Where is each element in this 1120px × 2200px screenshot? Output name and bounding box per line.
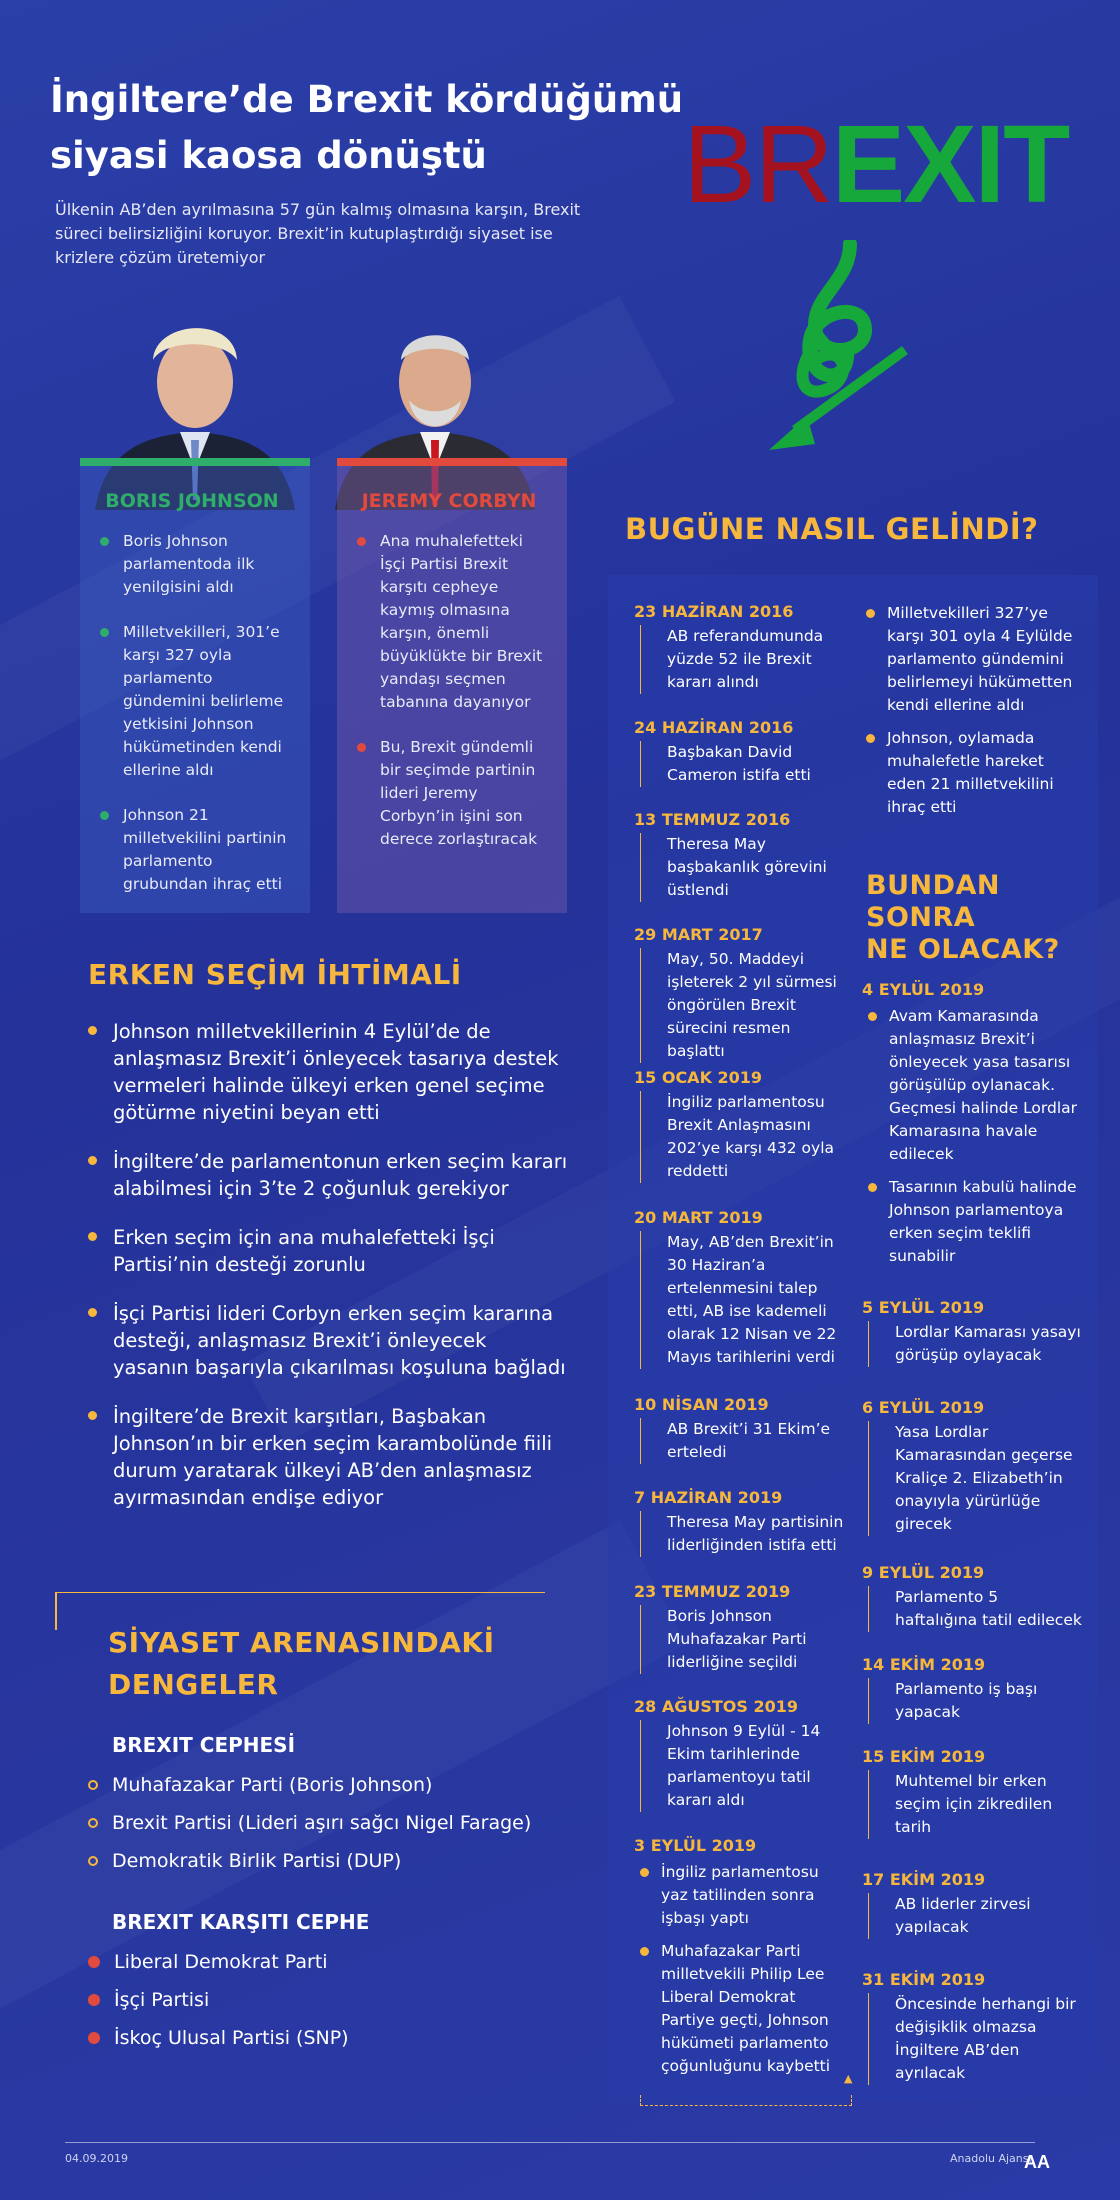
timeline-event: 17 EKİM 2019 AB liderler zirvesi yapılacak	[862, 1870, 1084, 1939]
list-item: Bu, Brexit gündemli bir seçimde partinin lideri Jeremy Corbyn’in işini son derece zorlaştıracak	[355, 736, 553, 851]
corbyn-card	[337, 458, 567, 913]
divider	[55, 1592, 57, 1630]
timeline-event: 23 TEMMUZ 2019 Boris Johnson Muhafazakar Parti liderliğine seçildi	[634, 1582, 849, 1674]
erken-list	[88, 1018, 568, 1533]
list-item: Johnson, oylamada muhalefetle hareket eden 21 milletvekilini ihraç etti	[866, 727, 1081, 819]
list-item: İşçi Partisi lideri Corbyn erken seçim kararına desteği, anlaşmasız Brexit’i önleyecek yasanın başarıyla çıkarılması koşuluna bağladı	[88, 1300, 568, 1381]
footer-agency: Anadolu Ajansı	[950, 2152, 1032, 2165]
footer-date: 04.09.2019	[65, 2152, 128, 2165]
list-item: Avam Kamarasında anlaşmasız Brexit’i önleyecek yasa tasarısı görüşülüp oylanacak. Geçmesi halinde Lordlar Kamarasına havale edilecek	[868, 1005, 1084, 1166]
johnson-card-body	[80, 466, 310, 913]
timeline-event: 10 NİSAN 2019 AB Brexit’i 31 Ekim’e erteledi	[634, 1395, 849, 1464]
timeline-event: 24 HAZİRAN 2016 Başbakan David Cameron istifa etti	[634, 718, 849, 787]
arrow-up-icon: ▲	[844, 2072, 853, 2085]
corbyn-card-body	[337, 466, 567, 913]
list-item: İngiltere’de parlamentonun erken seçim kararı alabilmesi için 3’te 2 çoğunluk gerekiyor	[88, 1148, 568, 1202]
timeline-event: 9 EYLÜL 2019 Parlamento 5 haftalığına tatil edilecek	[862, 1563, 1084, 1632]
timeline-event: 15 EKİM 2019 Muhtemel bir erken seçim için zikredilen tarih	[862, 1747, 1084, 1839]
list-item: Ana muhalefetteki İşçi Partisi Brexit karşıtı cepheye kaymış olmasına karşın, önemli büyüklükte bir Brexit yandaşı seçmen tabanına dayanıyor	[355, 530, 553, 714]
page-title: İngiltere’de Brexit kördüğümü siyasi kaosa dönüştü	[50, 78, 684, 177]
timeline-continuation	[866, 602, 1081, 819]
list-item: Milletvekilleri 327’ye karşı 301 oyla 4 Eylülde parlamento gündemini belirlemeyi hükümetten kendi ellerine aldı	[866, 602, 1081, 717]
list-item: Brexit Partisi (Lideri aşırı sağcı Nigel Farage)	[88, 1812, 531, 1834]
timeline-event: 3 EYLÜL 2019 İngiliz parlamentosu yaz tatilinden sonra işbaşı yaptı Muhafazakar Parti milletvekili Philip Lee Liberal Demokrat Partiye geçti, Johnson hükümeti parlamento çoğunluğunu kaybetti	[634, 1836, 849, 2078]
erken-heading: ERKEN SEÇİM İHTİMALİ	[88, 958, 462, 991]
timeline-connector	[640, 2095, 852, 2106]
intro-text: Ülkenin AB’den ayrılmasına 57 gün kalmış olmasına karşın, Brexit süreci belirsizliğini koruyor. Brexit’in kutuplaştırdığı siyaset ise krizlere çözüm üretemiyor	[55, 200, 581, 267]
timeline-event: 29 MART 2017 May, 50. Maddeyi işleterek 2 yıl sürmesi öngörülen Brexit sürecini resmen başlattı	[634, 925, 849, 1063]
list-item: Johnson 21 milletvekilini partinin parlamento grubundan ihraç etti	[98, 804, 296, 896]
list-item: İşçi Partisi	[88, 1989, 209, 2011]
list-item: Erken seçim için ana muhalefetteki İşçi Partisi’nin desteği zorunlu	[88, 1224, 568, 1278]
timeline-event: 23 HAZİRAN 2016 AB referandumunda yüzde 52 ile Brexit kararı alındı	[634, 602, 849, 694]
list-item: Demokratik Birlik Partisi (DUP)	[88, 1850, 401, 1872]
bg-stripe	[0, 1520, 686, 2019]
bundan-heading: BUNDAN SONRA NE OLACAK?	[866, 870, 1060, 965]
timeline-event: 7 HAZİRAN 2019 Theresa May partisinin liderliğinden istifa etti	[634, 1488, 849, 1557]
divider	[55, 1592, 545, 1593]
johnson-card-bar	[80, 458, 310, 466]
timeline-event: 4 EYLÜL 2019 Avam Kamarasında anlaşmasız Brexit’i önleyecek yasa tasarısı görüşülüp oylanacak. Geçmesi halinde Lordlar Kamarasına havale edilecek Tasarının kabulü halinde Johnson parlamentoya erken seçim teklifi sunabilir	[862, 980, 1084, 1268]
list-item: İskoç Ulusal Partisi (SNP)	[88, 2027, 349, 2049]
johnson-card	[80, 458, 310, 913]
timeline-event: 6 EYLÜL 2019 Yasa Lordlar Kamarasından geçerse Kraliçe 2. Elizabeth’in onayıyla yürürlüğe girecek	[862, 1398, 1084, 1536]
timeline-event: 28 AĞUSTOS 2019 Johnson 9 Eylül - 14 Ekim tarihlerinde parlamentoyu tatil kararı aldı	[634, 1697, 849, 1812]
johnson-name: BORIS JOHNSON	[105, 490, 279, 512]
list-item: Milletvekilleri, 301’e karşı 327 oyla parlamento gündemini belirleme yetkisini Johnson hükümetinden kendi ellerine aldı	[98, 621, 296, 782]
siyaset-heading: SİYASET ARENASINDAKİ DENGELER	[108, 1626, 495, 1701]
list-item: Boris Johnson parlamentoda ilk yenilgisini aldı	[98, 530, 296, 599]
list-item: İngiliz parlamentosu yaz tatilinden sonra işbaşı yaptı	[640, 1861, 849, 1930]
timeline-event: 31 EKİM 2019 Öncesinde herhangi bir değişiklik olmazsa İngiltere AB’den ayrılacak	[862, 1970, 1084, 2085]
corbyn-card-bar	[337, 458, 567, 466]
list-item: Johnson milletvekillerinin 4 Eylül’de de anlaşmasız Brexit’i önleyecek tasarıya destek vermeleri halinde ülkeyi erken genel seçime götürme niyetini beyan etti	[88, 1018, 568, 1126]
timeline-event: 15 OCAK 2019 İngiliz parlamentosu Brexit Anlaşmasını 202’ye karşı 432 oyla reddetti	[634, 1068, 849, 1183]
bugune-heading: BUGÜNE NASIL GELİNDİ?	[625, 512, 1039, 546]
pro-brexit-title: BREXIT CEPHESİ	[112, 1733, 296, 1757]
list-item: Muhafazakar Parti (Boris Johnson)	[88, 1774, 432, 1796]
list-item: Liberal Demokrat Parti	[88, 1951, 328, 1973]
timeline-event: 5 EYLÜL 2019 Lordlar Kamarası yasayı görüşüp oylayacak	[862, 1298, 1084, 1367]
timeline-event: 20 MART 2019 May, AB’den Brexit’in 30 Haziran’a ertelenmesini talep etti, AB ise kademeli olarak 12 Nisan ve 22 Mayıs tarihlerini verdi	[634, 1208, 849, 1369]
corbyn-name: JEREMY CORBYN	[361, 490, 537, 512]
list-item: İngiltere’de Brexit karşıtları, Başbakan Johnson’ın bir erken seçim karambolünde fiili durum yaratarak ülkeyi AB’den anlaşmasız ayırmasından endişe ediyor	[88, 1403, 568, 1511]
timeline-event: 13 TEMMUZ 2016 Theresa May başbakanlık görevini üstlendi	[634, 810, 849, 902]
anti-brexit-title: BREXIT KARŞITI CEPHE	[112, 1910, 370, 1934]
knot-arrow-icon	[755, 240, 925, 455]
list-item: Tasarının kabulü halinde Johnson parlamentoya erken seçim teklifi sunabilir	[868, 1176, 1084, 1268]
brexit-logo: BREXIT	[683, 103, 1069, 226]
list-item: Muhafazakar Parti milletvekili Philip Lee Liberal Demokrat Partiye geçti, Johnson hükümeti parlamento çoğunluğunu kaybetti	[640, 1940, 849, 2078]
aa-logo: AA	[1024, 2152, 1050, 2172]
footer-divider	[65, 2142, 1035, 2143]
timeline-event: 14 EKİM 2019 Parlamento iş başı yapacak	[862, 1655, 1084, 1724]
